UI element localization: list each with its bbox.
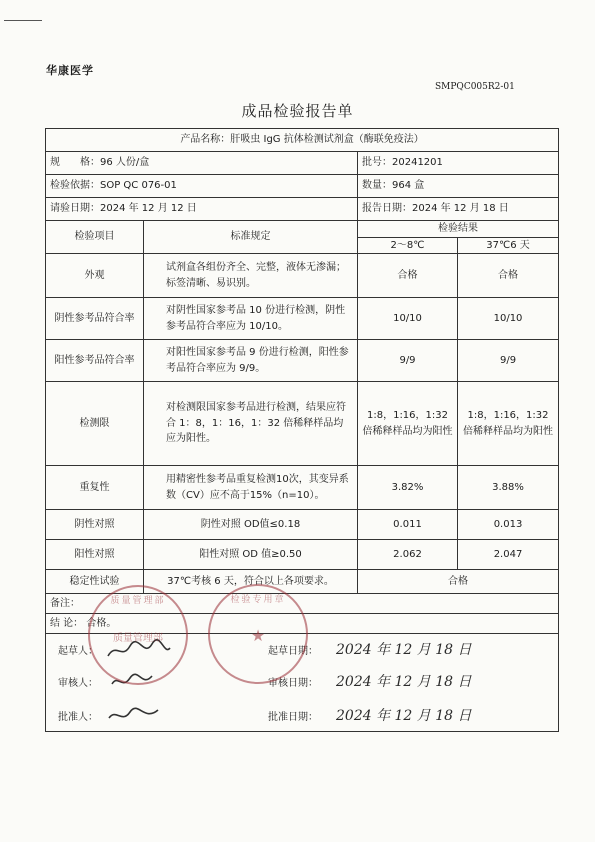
spec-value: 96 人份/盒 (100, 157, 150, 169)
dept-seal-sub-text: 质量管理部 (113, 633, 163, 644)
result-cond1-cell: 1:8，1:16，1:32 倍稀释样品均为阳性 (358, 382, 458, 466)
item-cell: 阳性对照 (46, 540, 144, 570)
standard-cell: 用精密性参考品重复检测10次，其变异系数（CV）应不高于15%（n=10）。 (144, 466, 358, 510)
spec-label: 规 格： (50, 157, 100, 169)
batch-label: 批号： (362, 157, 392, 169)
drafter-date: 2024 年 12 月 18 日 (336, 642, 472, 658)
result-cond1-cell: 3.82% (358, 466, 458, 510)
remarks-cell: 备注： (46, 594, 559, 614)
item-cell: 外观 (46, 254, 144, 298)
test-row (46, 340, 559, 382)
qc-seal (208, 584, 308, 684)
qc-seal-star-icon: ★ (250, 626, 266, 645)
spec-row (46, 152, 559, 175)
item-cell: 检测限 (46, 382, 144, 466)
quantity-cell (358, 175, 559, 198)
item-cell: 阴性参考品符合率 (46, 298, 144, 340)
report-date-cell (358, 198, 559, 221)
request-date-label: 请验日期： (50, 203, 100, 215)
drafter-label: 起草人： (58, 646, 98, 657)
standard-cell: 阴性对照 OD值≤0.18 (144, 510, 358, 540)
quantity-label: 数量： (362, 180, 392, 192)
test-row (46, 298, 559, 340)
request-date-value: 2024 年 12 月 12 日 (100, 203, 197, 215)
reviewer-label: 审核人： (58, 678, 98, 689)
batch-cell (358, 152, 559, 175)
test-row (46, 510, 559, 540)
document-code: SMPQC005R2-01 (435, 82, 515, 92)
spec-cell (46, 152, 358, 175)
basis-cell (46, 175, 358, 198)
conclusion-value: 合格。 (86, 617, 117, 629)
dept-seal-ring-text: 质量管理部 (110, 596, 166, 606)
col-result-header: 检验结果 (358, 221, 559, 238)
result-cond2-cell: 3.88% (458, 466, 559, 510)
col-condition-2: 37℃6 天 (458, 237, 559, 254)
basis-value: SOP QC 076-01 (100, 180, 177, 192)
result-cond2-cell: 10/10 (458, 298, 559, 340)
report-date-value: 2024 年 12 月 18 日 (412, 203, 509, 215)
result-cond2-cell: 1:8，1:16，1:32 倍稀释样品均为阳性 (458, 382, 559, 466)
standard-cell: 对阴性国家参考品 10 份进行检测，阴性参考品符合率应为 10/10。 (144, 298, 358, 340)
column-header-row (46, 221, 559, 238)
dept-seal (88, 585, 188, 685)
drafter-date-label: 起草日期： (268, 646, 318, 657)
test-row (46, 254, 559, 298)
basis-row (46, 175, 559, 198)
approver-date-label: 批准日期： (268, 712, 318, 723)
standard-cell: 对阳性国家参考品 9 份进行检测，阳性参考品符合率应为 9/9。 (144, 340, 358, 382)
top-rule (4, 20, 42, 21)
standard-cell: 阳性对照 OD 值≥0.50 (144, 540, 358, 570)
result-cond2-cell: 0.013 (458, 510, 559, 540)
result-cond2-cell: 合格 (458, 254, 559, 298)
product-name: 产品名称：肝吸虫 IgG 抗体检测试剂盒（酶联免疫法） (46, 129, 559, 152)
date-row (46, 198, 559, 221)
result-cond1-cell: 9/9 (358, 340, 458, 382)
quantity-value: 964 盒 (392, 180, 425, 192)
col-condition-1: 2～8℃ (358, 237, 458, 254)
qc-seal-ring-text: 检验专用章 (230, 595, 286, 605)
result-cond1-cell: 合格 (358, 254, 458, 298)
test-row (46, 540, 559, 570)
reviewer-date-label: 审核日期： (268, 678, 318, 689)
stability-standard: 37℃考核 6 天，符合以上各项要求。 (144, 570, 358, 594)
col-standard-header: 标准规定 (144, 221, 358, 254)
conclusion-label: 结 论： (50, 617, 84, 629)
result-cond2-cell: 2.047 (458, 540, 559, 570)
approver-signature (106, 704, 162, 728)
stability-result: 合格 (358, 570, 559, 594)
request-date-cell (46, 198, 358, 221)
basis-label: 检验依据： (50, 180, 100, 192)
item-cell: 阳性参考品符合率 (46, 340, 144, 382)
batch-value: 20241201 (392, 157, 443, 169)
stability-item: 稳定性试验 (46, 570, 144, 594)
item-cell: 阴性对照 (46, 510, 144, 540)
reviewer-date: 2024 年 12 月 18 日 (336, 674, 472, 690)
item-cell: 重复性 (46, 466, 144, 510)
company-logo: 华康医学 (46, 64, 94, 77)
report-date-label: 报告日期： (362, 203, 412, 215)
result-cond1-cell: 2.062 (358, 540, 458, 570)
test-row (46, 382, 559, 466)
result-cond1-cell: 0.011 (358, 510, 458, 540)
approver-date: 2024 年 12 月 18 日 (336, 708, 472, 724)
standard-cell: 试剂盒各组份齐全、完整，液体无渗漏；标签清晰、易识别。 (144, 254, 358, 298)
result-cond2-cell: 9/9 (458, 340, 559, 382)
approver-label: 批准人： (58, 712, 98, 723)
product-row (46, 129, 559, 152)
report-title: 成品检验报告单 (241, 102, 354, 120)
col-item-header: 检验项目 (46, 221, 144, 254)
standard-cell: 对检测限国家参考品进行检测，结果应符合 1：8，1：16，1：32 倍稀释样品均应为阳性。 (144, 382, 358, 466)
result-cond1-cell: 10/10 (358, 298, 458, 340)
test-row (46, 466, 559, 510)
